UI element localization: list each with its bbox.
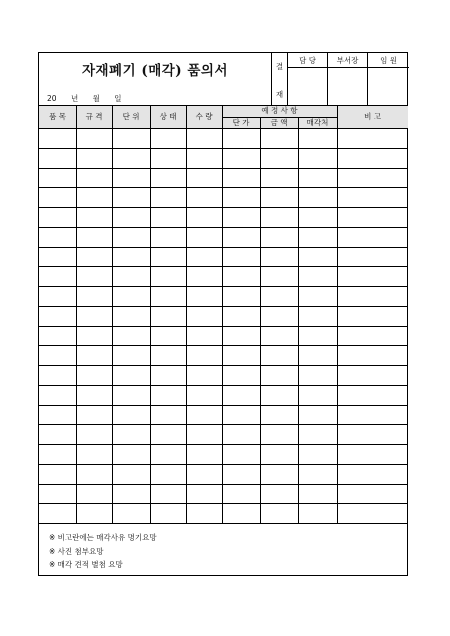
header-quantity: 수 량 bbox=[195, 112, 213, 121]
note-3: ※ 매각 견적 별첨 요망 bbox=[49, 560, 123, 569]
header-condition: 상 태 bbox=[159, 112, 177, 121]
approval-col-dept-head: 부서장 bbox=[336, 56, 359, 65]
approval-label-bottom: 재 bbox=[275, 90, 284, 99]
table-row bbox=[39, 306, 408, 307]
header-planned: 예 정 사 항 bbox=[261, 106, 298, 115]
table-row bbox=[39, 187, 408, 188]
disposal-request-form bbox=[38, 52, 408, 576]
header-spec: 규 격 bbox=[85, 112, 103, 121]
date-prefix: 20 bbox=[47, 94, 57, 103]
table-row bbox=[39, 365, 408, 366]
table-row bbox=[39, 148, 408, 149]
table-row bbox=[39, 266, 408, 267]
note-2: ※ 사진 첨부요망 bbox=[49, 546, 104, 556]
table-row bbox=[39, 227, 408, 228]
note-1: ※ 비고란에는 매각사유 명기요망 bbox=[49, 533, 157, 542]
header-item: 품 목 bbox=[49, 112, 66, 121]
date-day: 일 bbox=[114, 94, 122, 103]
table-row bbox=[39, 286, 408, 287]
table-row bbox=[39, 168, 408, 169]
header-unit: 단 위 bbox=[122, 112, 140, 121]
table-row bbox=[39, 503, 408, 504]
approval-col-executive: 임 원 bbox=[380, 56, 397, 65]
table-row bbox=[39, 345, 408, 346]
date-month: 월 bbox=[92, 94, 100, 103]
table-row bbox=[39, 207, 408, 208]
table-row bbox=[39, 444, 408, 445]
table-row bbox=[39, 385, 408, 386]
date-year: 년 bbox=[70, 94, 79, 103]
approval-label-top: 결 bbox=[275, 62, 284, 71]
table-row bbox=[39, 464, 408, 465]
table-row bbox=[39, 424, 408, 425]
table-row bbox=[39, 484, 408, 485]
table-row bbox=[39, 405, 408, 406]
header-unit-price: 단 가 bbox=[232, 118, 250, 127]
approval-col-manager: 담 당 bbox=[299, 56, 316, 65]
notes bbox=[49, 531, 157, 572]
header-buyer: 매각처 bbox=[306, 118, 329, 127]
form-title: 자재폐기 (매각) 품의서 bbox=[81, 63, 229, 79]
header-remarks: 비 고 bbox=[364, 112, 381, 121]
table-row bbox=[39, 326, 408, 327]
table-body bbox=[39, 53, 408, 523]
table-bottom-line bbox=[39, 523, 408, 524]
header-amount: 금 액 bbox=[270, 118, 288, 127]
table-row bbox=[39, 247, 408, 248]
